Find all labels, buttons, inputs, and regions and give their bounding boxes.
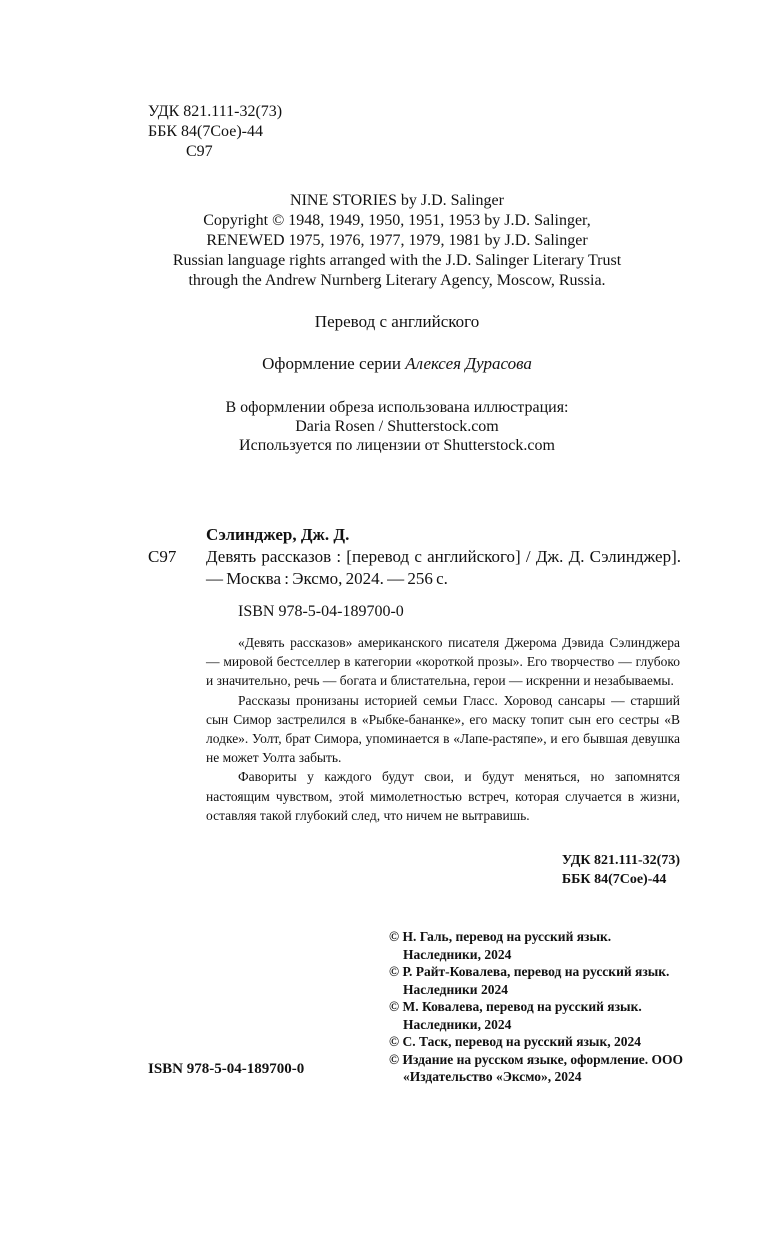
udk-code: УДК 821.111-32(73) [148,103,283,120]
classification-block [148,102,282,162]
rights-block [389,928,689,1086]
annotation [206,633,680,825]
rights-item: © М. Ковалева, перевод на русский язык. Наследники, 2024 [389,999,642,1032]
annotation-paragraph: Рассказы пронизаны историей семьи Гласс. Хоровод сансары — старший сын Симор застрелился в «Рыбке-бананке», его маску топит сын его сестры «В лодке». Уолт, брат Симора, упоминается в «Лапе-растяпе», и его бывшая девушка не может Уолта забыть. [206,692,680,766]
copyright-line-agency: through the Andrew Nurnberg Literary Agency, Moscow, Russia. [188,272,606,289]
annotation-paragraph: «Девять рассказов» американского писателя Джерома Дэвида Сэлинджера — мировой бестселлер в категории «короткой прозы». Его творчество — глубоко и значительно, речь — богата и блистательна, герои — искренни и незабываемы. [206,635,680,689]
rights-item: © Р. Райт-Ковалева, перевод на русский язык. Наследники 2024 [389,964,670,997]
classification-bottom [562,851,680,889]
series-design-credit [0,353,768,375]
copyright-line-title: NINE STORIES by J.D. Salinger [290,192,504,209]
illustration-line-3: Используется по лицензии от Shutterstock.com [239,437,555,454]
author-mark: С97 [186,143,213,160]
annotation-paragraph: Фавориты у каждого будут свои, и будут меняться, но запомнятся настоящим чувством, этой мимолетностью встреч, которая случается в жизни, оставляя такой глубокий след, что ничем не вытравишь. [206,769,680,823]
bbk-code-bottom: ББК 84(7Сое)-44 [561,872,667,887]
bbk-code: ББК 84(7Сое)-44 [148,123,263,140]
english-copyright-block [0,191,768,291]
rights-item: © Издание на русском языке, оформление. ООО «Издательство «Эксмо», 2024 [389,1051,684,1084]
translated-from: Перевод с английского [314,312,480,331]
copyright-line-rights: Russian language rights arranged with the J.D. Salinger Literary Trust [172,252,622,269]
illustration-credit [0,398,768,455]
catalog-author: Сэлинджер, Дж. Д. [206,525,350,544]
illustration-line-1: В оформлении обреза использована иллюстрация: [225,399,569,416]
catalog-title: Девять рассказов : [перевод с английского] / Дж. Д. Сэлинджер]. — Москва : Эксмо, 2024. — 256 с. [206,547,681,588]
series-designer-name: Алексея Дурасова [405,354,532,373]
udk-code-bottom: УДК 821.111-32(73) [561,853,680,868]
rights-item: © С. Таск, перевод на русский язык, 2024 [389,1034,641,1049]
rights-item: © Н. Галь, перевод на русский язык. Наследники, 2024 [389,929,612,962]
copyright-line-renewed: RENEWED 1975, 1976, 1977, 1979, 1981 by J.D. Salinger [206,232,588,249]
catalog-mark: С97 [148,547,177,566]
isbn-bottom: ISBN 978-5-04-189700-0 [148,1061,305,1077]
illustration-line-2: Daria Rosen / Shutterstock.com [295,418,499,435]
copyright-line-years: Copyright © 1948, 1949, 1950, 1951, 1953 by J.D. Salinger, [203,212,591,229]
catalog-isbn: ISBN 978-5-04-189700-0 [238,603,404,620]
series-design-label: Оформление серии [262,354,406,373]
